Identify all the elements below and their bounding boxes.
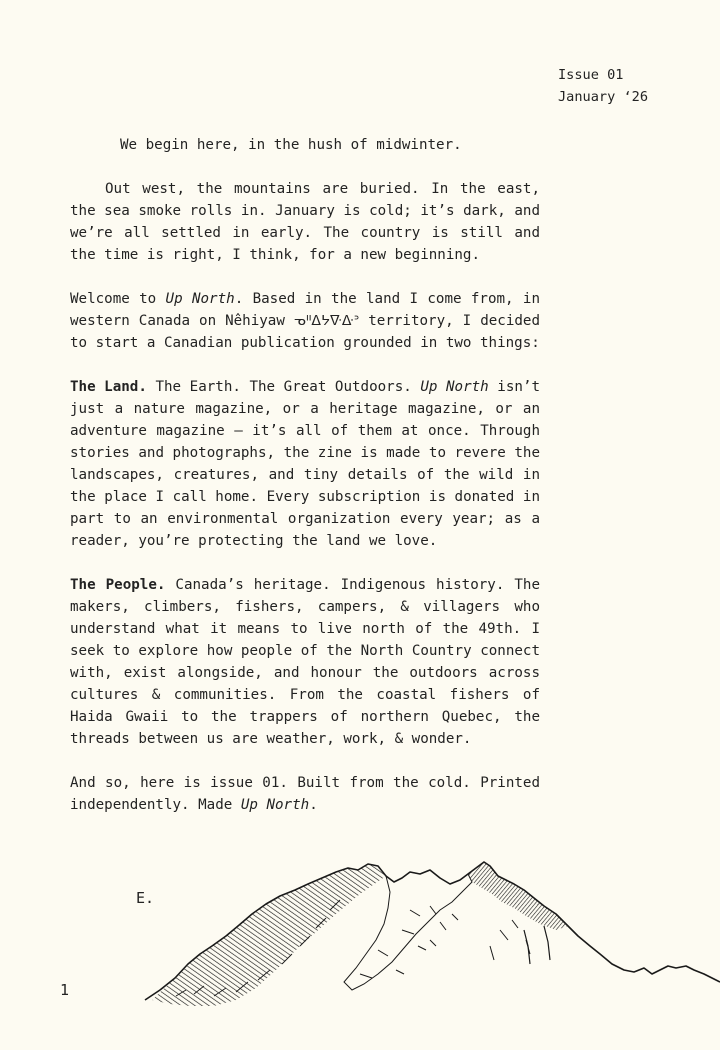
signature: E. [136, 889, 155, 907]
welcome-text-start: Welcome to [70, 291, 166, 307]
issue-meta [558, 64, 648, 108]
the-land-text-start: The Earth. The Great Outdoors. [146, 379, 421, 395]
the-people-text: Canada’s heritage. Indigenous history. The makers, climbers, fishers, campers, & villagers who understand what it means to live north of the 49th. I seek to explore how people of the North Country connect with, exist alongside, and honour the outdoors across cultures & communities. From the coastal fishers of Haida Gwaii to the trappers of northern Quebec, the threads between us are weather, work, & wonder. [70, 577, 540, 747]
the-land-text-end: isn’t just a nature magazine, or a heritage magazine, or an adventure magazine — it’s all of them at once. Through stories and photographs, the zine is made to revere the landscapes, creatures, and tiny details of the wild in the place I call home. Every subscription is donated in part to an environmental organization every year; as a reader, you’re protecting the land we love. [70, 379, 541, 549]
page-number: 1 [60, 981, 70, 999]
welcome-text-end: . Based in the land I come from, in western Canada on Nêhiyaw ᓀᐦᐃᔭᐍᐏᐣ territory, I decided to start a Canadian publication grounded in two things: [70, 291, 540, 351]
closing-text-end: . [309, 797, 318, 813]
closing-text-start: And so, here is issue 01. Built from the cold. Printed independently. Made [70, 775, 540, 813]
editor-letter [70, 134, 540, 838]
the-land-heading: The Land. [70, 379, 147, 395]
magazine-title: Up North [165, 291, 235, 307]
paragraph-welcome [70, 288, 540, 354]
paragraph-closing [70, 772, 540, 816]
paragraph-the-people [70, 574, 540, 750]
issue-number: Issue 01 [558, 67, 624, 83]
issue-date: January ‘26 [558, 89, 649, 105]
paragraph-midwinter: Out west, the mountains are buried. In the east, the sea smoke rolls in. January is cold; it’s dark, and we’re all settled in early. The country is still and the time is right, I think, for a new beginning. [70, 181, 540, 263]
magazine-title: Up North [420, 379, 489, 395]
mountain-ridge-icon [145, 862, 720, 1020]
paragraph-the-land [70, 376, 540, 552]
opening-line: We begin here, in the hush of midwinter. [120, 137, 462, 153]
magazine-title: Up North [240, 797, 310, 813]
mountain-range-illustration [0, 850, 720, 1020]
the-people-heading: The People. [70, 577, 166, 593]
